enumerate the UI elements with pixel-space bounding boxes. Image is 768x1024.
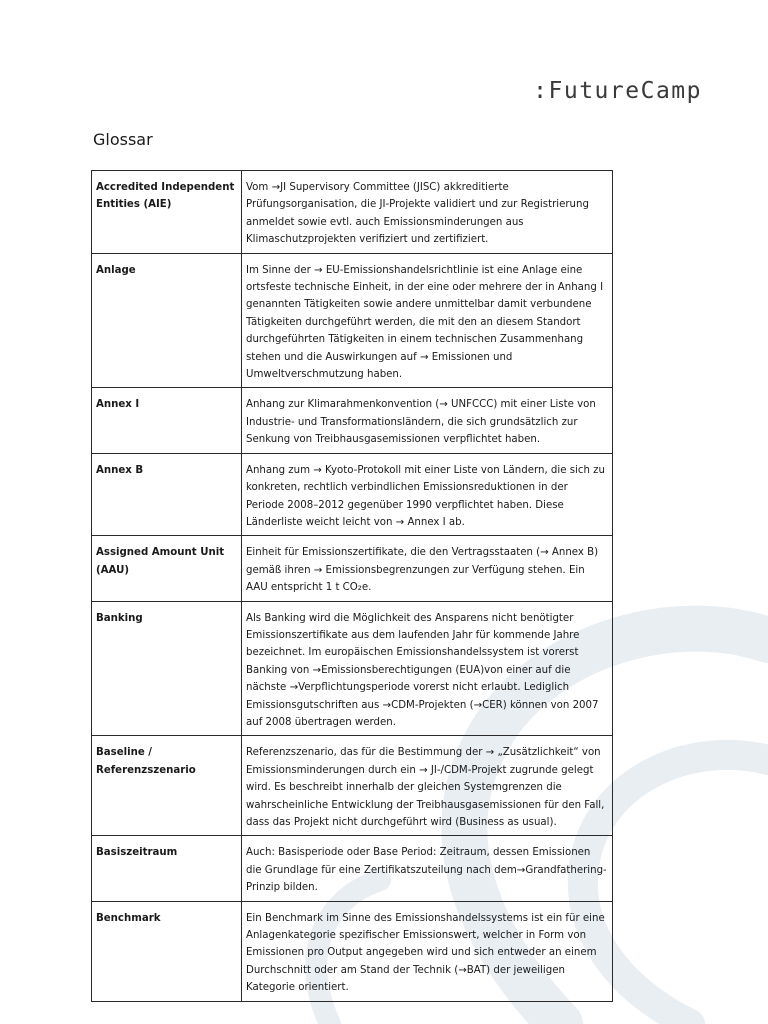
- glossary-definition: Auch: Basisperiode oder Base Period: Zeitraum, dessen Emissionen die Grundlage für eine Zertifikatszuteilung nach dem→Grandfathering-Prinzip bilden.: [242, 836, 613, 901]
- table-row: [92, 736, 613, 836]
- table-row: [92, 536, 613, 601]
- glossary-definition: Ein Benchmark im Sinne des Emissionshandelssystems ist ein für eine Anlagenkategorie spezifischer Emissionswert, welcher in Form von Emissionen pro Output angegeben wird und sich entweder an einem Durchschnitt oder am Stand der Technik (→BAT) der jeweiligen Kategorie orientiert.: [242, 901, 613, 1001]
- table-row: [92, 453, 613, 536]
- table-row: [92, 171, 613, 254]
- glossary-term: Anlage: [92, 253, 242, 388]
- glossary-definition: Im Sinne der → EU-Emissionshandelsrichtlinie ist eine Anlage eine ortsfeste technische Einheit, in der eine oder mehrere der in Anhang I genannten Tätigkeiten sowie andere unmittelbar damit verbundene Tätigkeiten durchgeführt werden, die mit den an diesem Standort durchgeführten Tätigkeiten in einem technischen Zusammenhang stehen und die Auswirkungen auf → Emissionen und Umweltverschmutzung haben.: [242, 253, 613, 388]
- glossary-term: Baseline / Referenzszenario: [92, 736, 242, 836]
- futurecamp-logo: :FutureCamp: [533, 78, 702, 104]
- table-row: [92, 253, 613, 388]
- glossary-definition: Einheit für Emissionszertifikate, die den Vertragsstaaten (→ Annex B) gemäß ihren → Emissionsbegrenzungen zur Verfügung stehen. Ein AAU entspricht 1 t CO₂e.: [242, 536, 613, 601]
- table-row: [92, 836, 613, 901]
- glossary-definition: Anhang zur Klimarahmenkonvention (→ UNFCCC) mit einer Liste von Industrie- und Transformationsländern, die sich grundsätzlich zur Senkung von Treibhausgasemissionen verpflichtet haben.: [242, 388, 613, 453]
- glossary-term: Annex I: [92, 388, 242, 453]
- glossary-definition: Vom →JI Supervisory Committee (JISC) akkreditierte Prüfungsorganisation, die JI-Projekte validiert und zur Registrierung anmeldet sowie evtl. auch Emissionsminderungen aus Klimaschutzprojekten verifiziert und zertifiziert.: [242, 171, 613, 254]
- glossary-term: Banking: [92, 601, 242, 736]
- page-title: Glossar: [93, 130, 153, 149]
- glossary-definition: Referenzszenario, das für die Bestimmung der → „Zusätzlichkeit“ von Emissionsminderungen durch ein → JI-/CDM-Projekt zugrunde gelegt wird. Es beschreibt innerhalb der gleichen Systemgrenzen die wahrscheinliche Entwicklung der Treibhausgasemissionen für den Fall, dass das Projekt nicht durchgeführt wird (Business as usual).: [242, 736, 613, 836]
- glossary-term: Benchmark: [92, 901, 242, 1001]
- table-row: [92, 601, 613, 736]
- glossary-definition: Anhang zum → Kyoto-Protokoll mit einer Liste von Ländern, die sich zu konkreten, rechtlich verbindlichen Emissionsreduktionen in der Periode 2008–2012 gegenüber 1990 verpflichtet haben. Diese Länderliste weicht leicht von → Annex I ab.: [242, 453, 613, 536]
- table-row: [92, 901, 613, 1001]
- glossary-term: Accredited Independent Entities (AIE): [92, 171, 242, 254]
- table-row: [92, 388, 613, 453]
- glossary-term: Assigned Amount Unit (AAU): [92, 536, 242, 601]
- glossary-term: Basiszeitraum: [92, 836, 242, 901]
- glossary-table: [91, 170, 613, 1002]
- glossary-definition: Als Banking wird die Möglichkeit des Ansparens nicht benötigter Emissionszertifikate aus dem laufenden Jahr für kommende Jahre bezeichnet. Im europäischen Emissionshandelssystem ist vorerst Banking von →Emissionsberechtigungen (EUA)von einer auf die nächste →Verpflichtungsperiode vorerst nicht erlaubt. Lediglich Emissionsgutschriften aus →CDM-Projekten (→CER) können von 2007 auf 2008 übertragen werden.: [242, 601, 613, 736]
- glossary-term: Annex B: [92, 453, 242, 536]
